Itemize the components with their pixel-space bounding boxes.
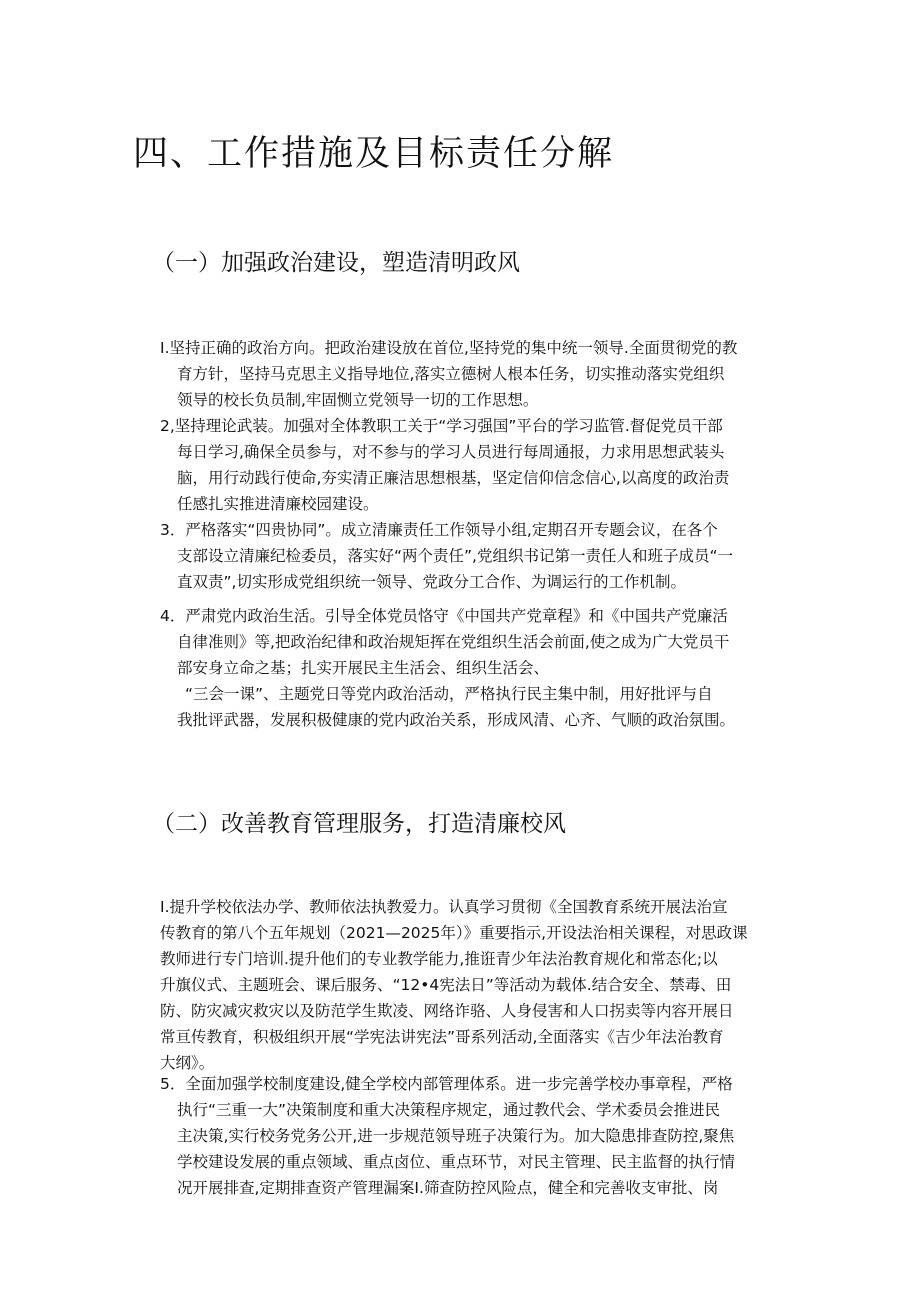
text-line: 防、防灾减灾救灾以及防范学生欺凌、网络诈骆、人身侵害和人口拐卖等内容开展日 bbox=[160, 1002, 734, 1020]
text-line: 我批评武器，发展积极健康的党内政治关系，形成风清、心齐、气顺的政治氛围。 bbox=[177, 711, 736, 729]
paragraph bbox=[160, 413, 729, 517]
section-title: （一）加强政治建设，塑造清明政风 bbox=[152, 250, 520, 276]
text-line: 直双责”,切实形成党组织统一领导、党政分工合作、为调运行的工作机制。 bbox=[177, 573, 686, 591]
text-line: 教师进行专门培训.提升他们的专业教学能力,推诳青少年法治教育规化和常态化;以 bbox=[160, 950, 718, 968]
text-line: 4．严肃党内政治生活。引导全体党员恪守《中国共产党章程》和《中国共产党廉活 bbox=[160, 607, 728, 625]
text-line: 执行“三重一大”决策制度和重大决策程序规定，通过教代会、学术委员会推进民 bbox=[177, 1101, 721, 1119]
text-line: 2,坚持理论武装。加强对全体教职工关于“学习强国”平台的学习监管.督促党员干部 bbox=[160, 417, 723, 435]
text-line: I.坚持正确的政治方向。把政治建设放在首位,坚持党的集中统一领导.全面贯彻党的教 bbox=[160, 339, 738, 357]
paragraph bbox=[160, 335, 737, 413]
text-line: 升旗仪式、主题班会、课后服务、“12•4宪法日”等活动为载体.结合安全、禁毒、田 bbox=[160, 976, 732, 994]
text-line: 自律准则》等,把政治纪律和政治规矩挥在党组织生活会前面,使之成为广大党员干 bbox=[177, 633, 730, 651]
text-line: “三会一课”、主题党日等党内政治活动，严格执行民主集中制，用好批评与自 bbox=[185, 685, 713, 703]
text-line: 主决策,实行校务党务公开,进一步规范领导班子决策行为。加大隐患排查防控,聚焦 bbox=[177, 1127, 735, 1145]
text-line: 任感扎实推进清廉校园建设。 bbox=[177, 495, 379, 513]
text-line: 脑，用行动践行使命,夯实清正廉洁思想根基，坚定信仰信念信心,以高度的政治责 bbox=[177, 469, 730, 487]
text-line: 常亘传教育，积极组织开展“学宪法讲宪法”哥系列活动,全面落实《吉少年法治教育 bbox=[160, 1028, 724, 1046]
page-title: 四、工作措施及目标责任分解 bbox=[133, 134, 615, 174]
text-line: 3．严格落实“四贵协同”。成立清廉责任工作领导小组,定期召开专题会议，在各个 bbox=[160, 521, 718, 539]
text-line: 5．全面加强学校制度建设,健全学校内部管理体系。进一步完善学校办事章程，严格 bbox=[160, 1075, 733, 1093]
text-line: 支部设立清廉纪检委员，落实好“两个责任”,党组织书记第一责任人和班子成员“一 bbox=[177, 547, 734, 565]
text-line: 大纲》。 bbox=[160, 1054, 215, 1072]
paragraph bbox=[160, 1071, 735, 1201]
section-title: （二）改善教育管理服务，打造清廉校风 bbox=[152, 811, 566, 837]
paragraph bbox=[160, 517, 733, 595]
text-line: I.提升学校依法办学、教师依法执教爱力。认真学习贯彻《全国教育系统开展法治宣 bbox=[160, 898, 728, 916]
text-line: 况开展排查,定期排查资产管理漏案I.筛查防控风险点，健全和完善收支审批、岗 bbox=[177, 1179, 719, 1197]
text-line: 育方针，坚持马克思主义指导地位,落实立德树人根本任务，切实推动落实党组织 bbox=[177, 365, 725, 383]
text-line: 传教育的第八个五年规划（2021—2025年）》重要指示,开设法治相关课程，对思政课 bbox=[160, 924, 748, 942]
text-line: 学校建设发展的重点领域、重点卤位、重点环节，对民主管理、民主监督的执行情 bbox=[177, 1153, 736, 1171]
text-line: 部安身立命之基；扎实开展民主生活会、组织生活会、 bbox=[177, 659, 550, 677]
text-line: 领导的校长负员制,牢固恻立党领导一切的工作思想。 bbox=[177, 391, 539, 409]
paragraph bbox=[160, 603, 735, 733]
paragraph bbox=[160, 894, 748, 1076]
text-line: 每日学习,确保全员参与，对不参与的学习人员进行每周通报，力求用思想武装头 bbox=[177, 443, 725, 461]
